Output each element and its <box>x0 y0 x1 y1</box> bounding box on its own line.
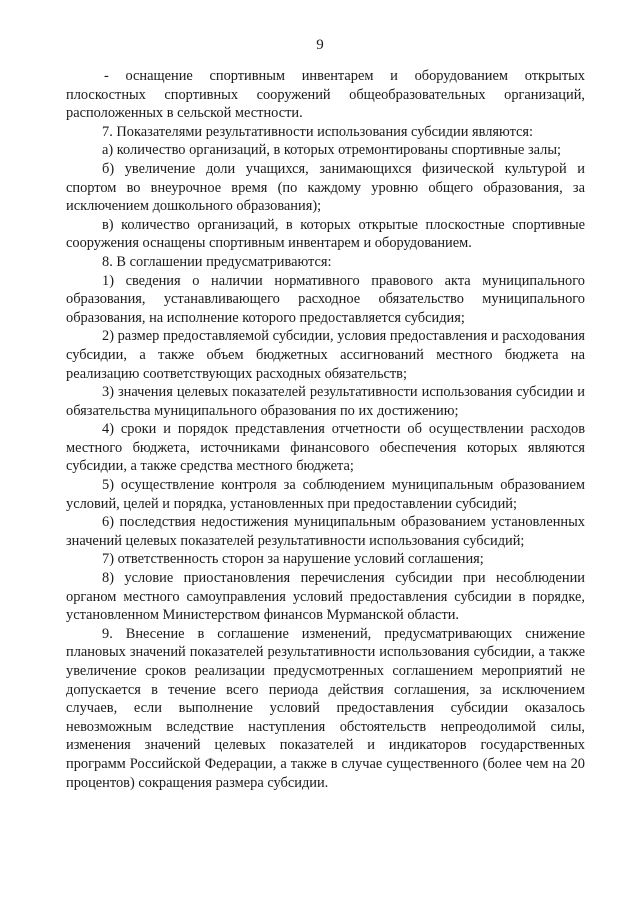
page-number: 9 <box>316 37 324 53</box>
paragraph-section-8-item-8: 8) условие приостановления перечисления субсидии при несоблюдении органом местного самоуправления условий предоставления субсидии в порядке, установленном Министерством финансов Мурманской области. <box>66 570 585 624</box>
paragraph-section-8-item-2: 2) размер предоставляемой субсидии, условия предоставления и расходования субсидии, а также объем бюджетных ассигнований местного бюджета на реализацию соответствующих расходных обязательств; <box>66 328 585 382</box>
paragraph-section-8-item-7: 7) ответственность сторон за нарушение условий соглашения; <box>102 551 484 568</box>
paragraph-section-7-item-a: а) количество организаций, в которых отремонтированы спортивные залы; <box>102 142 562 159</box>
paragraph-section-8-item-4: 4) сроки и порядок представления отчетности об осуществлении расходов местного бюджета, источниками финансового обеспечения которых являются субсидии, а также средства местного бюджета; <box>66 421 585 475</box>
paragraph-section-7-item-v: в) количество организаций, в которых открытые плоскостные спортивные сооружения оснащены спортивным инвентарем и оборудованием. <box>66 216 585 252</box>
paragraph-section-8-item-5: 5) осуществление контроля за соблюдением муниципальным образованием условий, целей и порядка, установленных при предоставлении субсидий; <box>66 477 585 512</box>
paragraph-section-8-item-3: 3) значения целевых показателей результативности использования субсидии и обязательства муниципального образования по их достижению; <box>66 384 585 419</box>
paragraph-section-8-item-6: 6) последствия недостижения муниципальным образованием установленных значений целевых показателей результативности использования субсидий; <box>66 514 585 549</box>
paragraph-section-7-heading: 7. Показателями результативности использования субсидии являются: <box>102 123 534 140</box>
paragraph-equipment-item: - оснащение спортивным инвентарем и оборудованием открытых плоскостных спортивных сооружений общеобразовательных организаций, расположенных в сельской местности. <box>66 68 585 122</box>
document-body <box>66 67 585 792</box>
paragraph-section-8-item-1: 1) сведения о наличии нормативного правового акта муниципального образования, устанавливающего расходное обязательство муниципального образования, на исполнение которого предоставляется субсидия; <box>66 272 585 326</box>
paragraph-section-9: 9. Внесение в соглашение изменений, предусматривающих снижение плановых значений показателей результативности использования субсидии, а также увеличение сроков реализации предусмотренных соглашением мероприятий не допускается в течение всего периода действия соглашения, за исключением случаев, если выполнение условий предоставления субсидии оказалось невозможным вследствие наступления обстоятельств непреодолимой силы, изменения значений целевых показателей и индикаторов государственных программ Российской Федерации, а также в случае существенного (более чем на 20 процентов) сокращения размера субсидии. <box>66 625 585 791</box>
paragraph-section-8-heading: 8. В соглашении предусматриваются: <box>102 253 332 270</box>
paragraph-section-7-item-b: б) увеличение доли учащихся, занимающихся физической культурой и спортом во внеурочное время (по каждому уровню общего образования, за исключением дошкольного образования); <box>66 160 585 215</box>
